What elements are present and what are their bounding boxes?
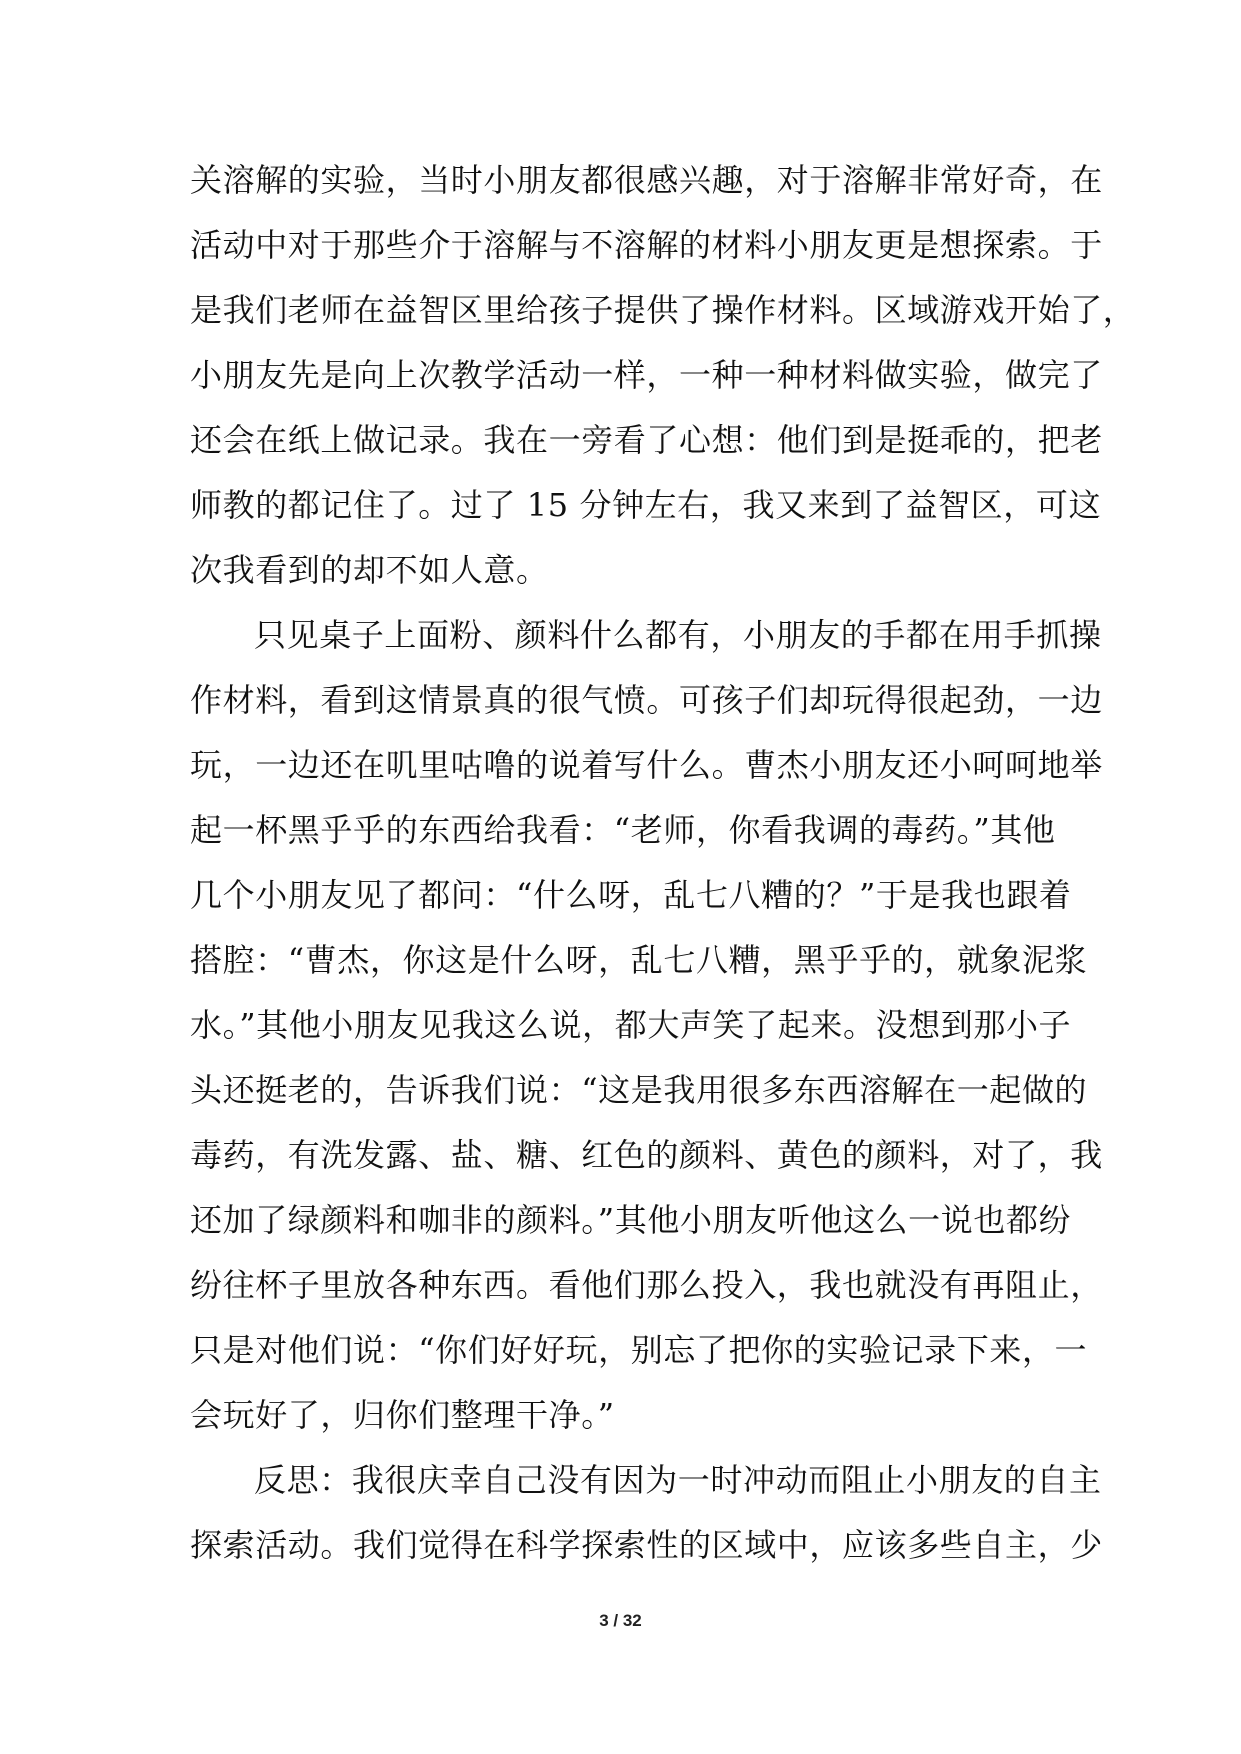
- text-line: 只是对他们说：“你们好好玩，别忘了把你的实验记录下来，一: [190, 1331, 1088, 1369]
- text-line: 还加了绿颜料和咖非的颜料。”其他小朋友听他这么一说也都纷: [190, 1201, 1072, 1239]
- text-line: 关溶解的实验，当时小朋友都很感兴趣，对于溶解非常好奇，在: [190, 161, 1103, 199]
- text-line: 头还挺老的，告诉我们说：“这是我用很多东西溶解在一起做的: [190, 1071, 1088, 1109]
- text-line: 次我看到的却不如人意。: [190, 551, 549, 589]
- text-line: 玩，一边还在叽里咕噜的说着写什么。曹杰小朋友还小呵呵地举: [190, 746, 1103, 784]
- text-line: 师教的都记住了。过了 15 分钟左右，我又来到了益智区，可这: [190, 486, 1102, 524]
- text-line: 活动中对于那些介于溶解与不溶解的材料小朋友更是想探索。于: [190, 226, 1103, 264]
- paragraph-first-line: 反思：我很庆幸自己没有因为一时冲动而阻止小朋友的自主: [254, 1461, 1102, 1499]
- paragraph-first-line: 只见桌子上面粉、颜料什么都有，小朋友的手都在用手抓操: [254, 616, 1102, 654]
- text-line: 毒药，有洗发露、盐、糖、红色的颜料、黄色的颜料，对了，我: [190, 1136, 1103, 1174]
- text-line: 探索活动。我们觉得在科学探索性的区域中，应该多些自主，少: [190, 1526, 1103, 1564]
- text-line: 是我们老师在益智区里给孩子提供了操作材料。区域游戏开始了，: [190, 291, 1136, 329]
- text-line: 水。”其他小朋友见我这么说，都大声笑了起来。没想到那小子: [190, 1006, 1072, 1044]
- body-text: [190, 160, 1136, 1590]
- text-line: 会玩好了，归你们整理干净。”: [190, 1396, 615, 1434]
- text-line: 起一杯黑乎乎的东西给我看：“老师，你看我调的毒药。”其他: [190, 811, 1056, 849]
- text-line: 纷往杯子里放各种东西。看他们那么投入，我也就没有再阻止，: [190, 1266, 1103, 1304]
- text-line: 小朋友先是向上次教学活动一样，一种一种材料做实验，做完了: [190, 356, 1103, 394]
- text-line: 几个小朋友见了都问：“什么呀，乱七八糟的？”于是我也跟着: [190, 876, 1072, 914]
- page-number: 3 / 32: [599, 1611, 642, 1630]
- text-line: 作材料，看到这情景真的很气愤。可孩子们却玩得很起劲，一边: [190, 681, 1103, 719]
- text-line: 还会在纸上做记录。我在一旁看了心想：他们到是挺乖的，把老: [190, 421, 1103, 459]
- text-line: 搭腔：“曹杰，你这是什么呀，乱七八糟，黑乎乎的，就象泥浆: [190, 941, 1088, 979]
